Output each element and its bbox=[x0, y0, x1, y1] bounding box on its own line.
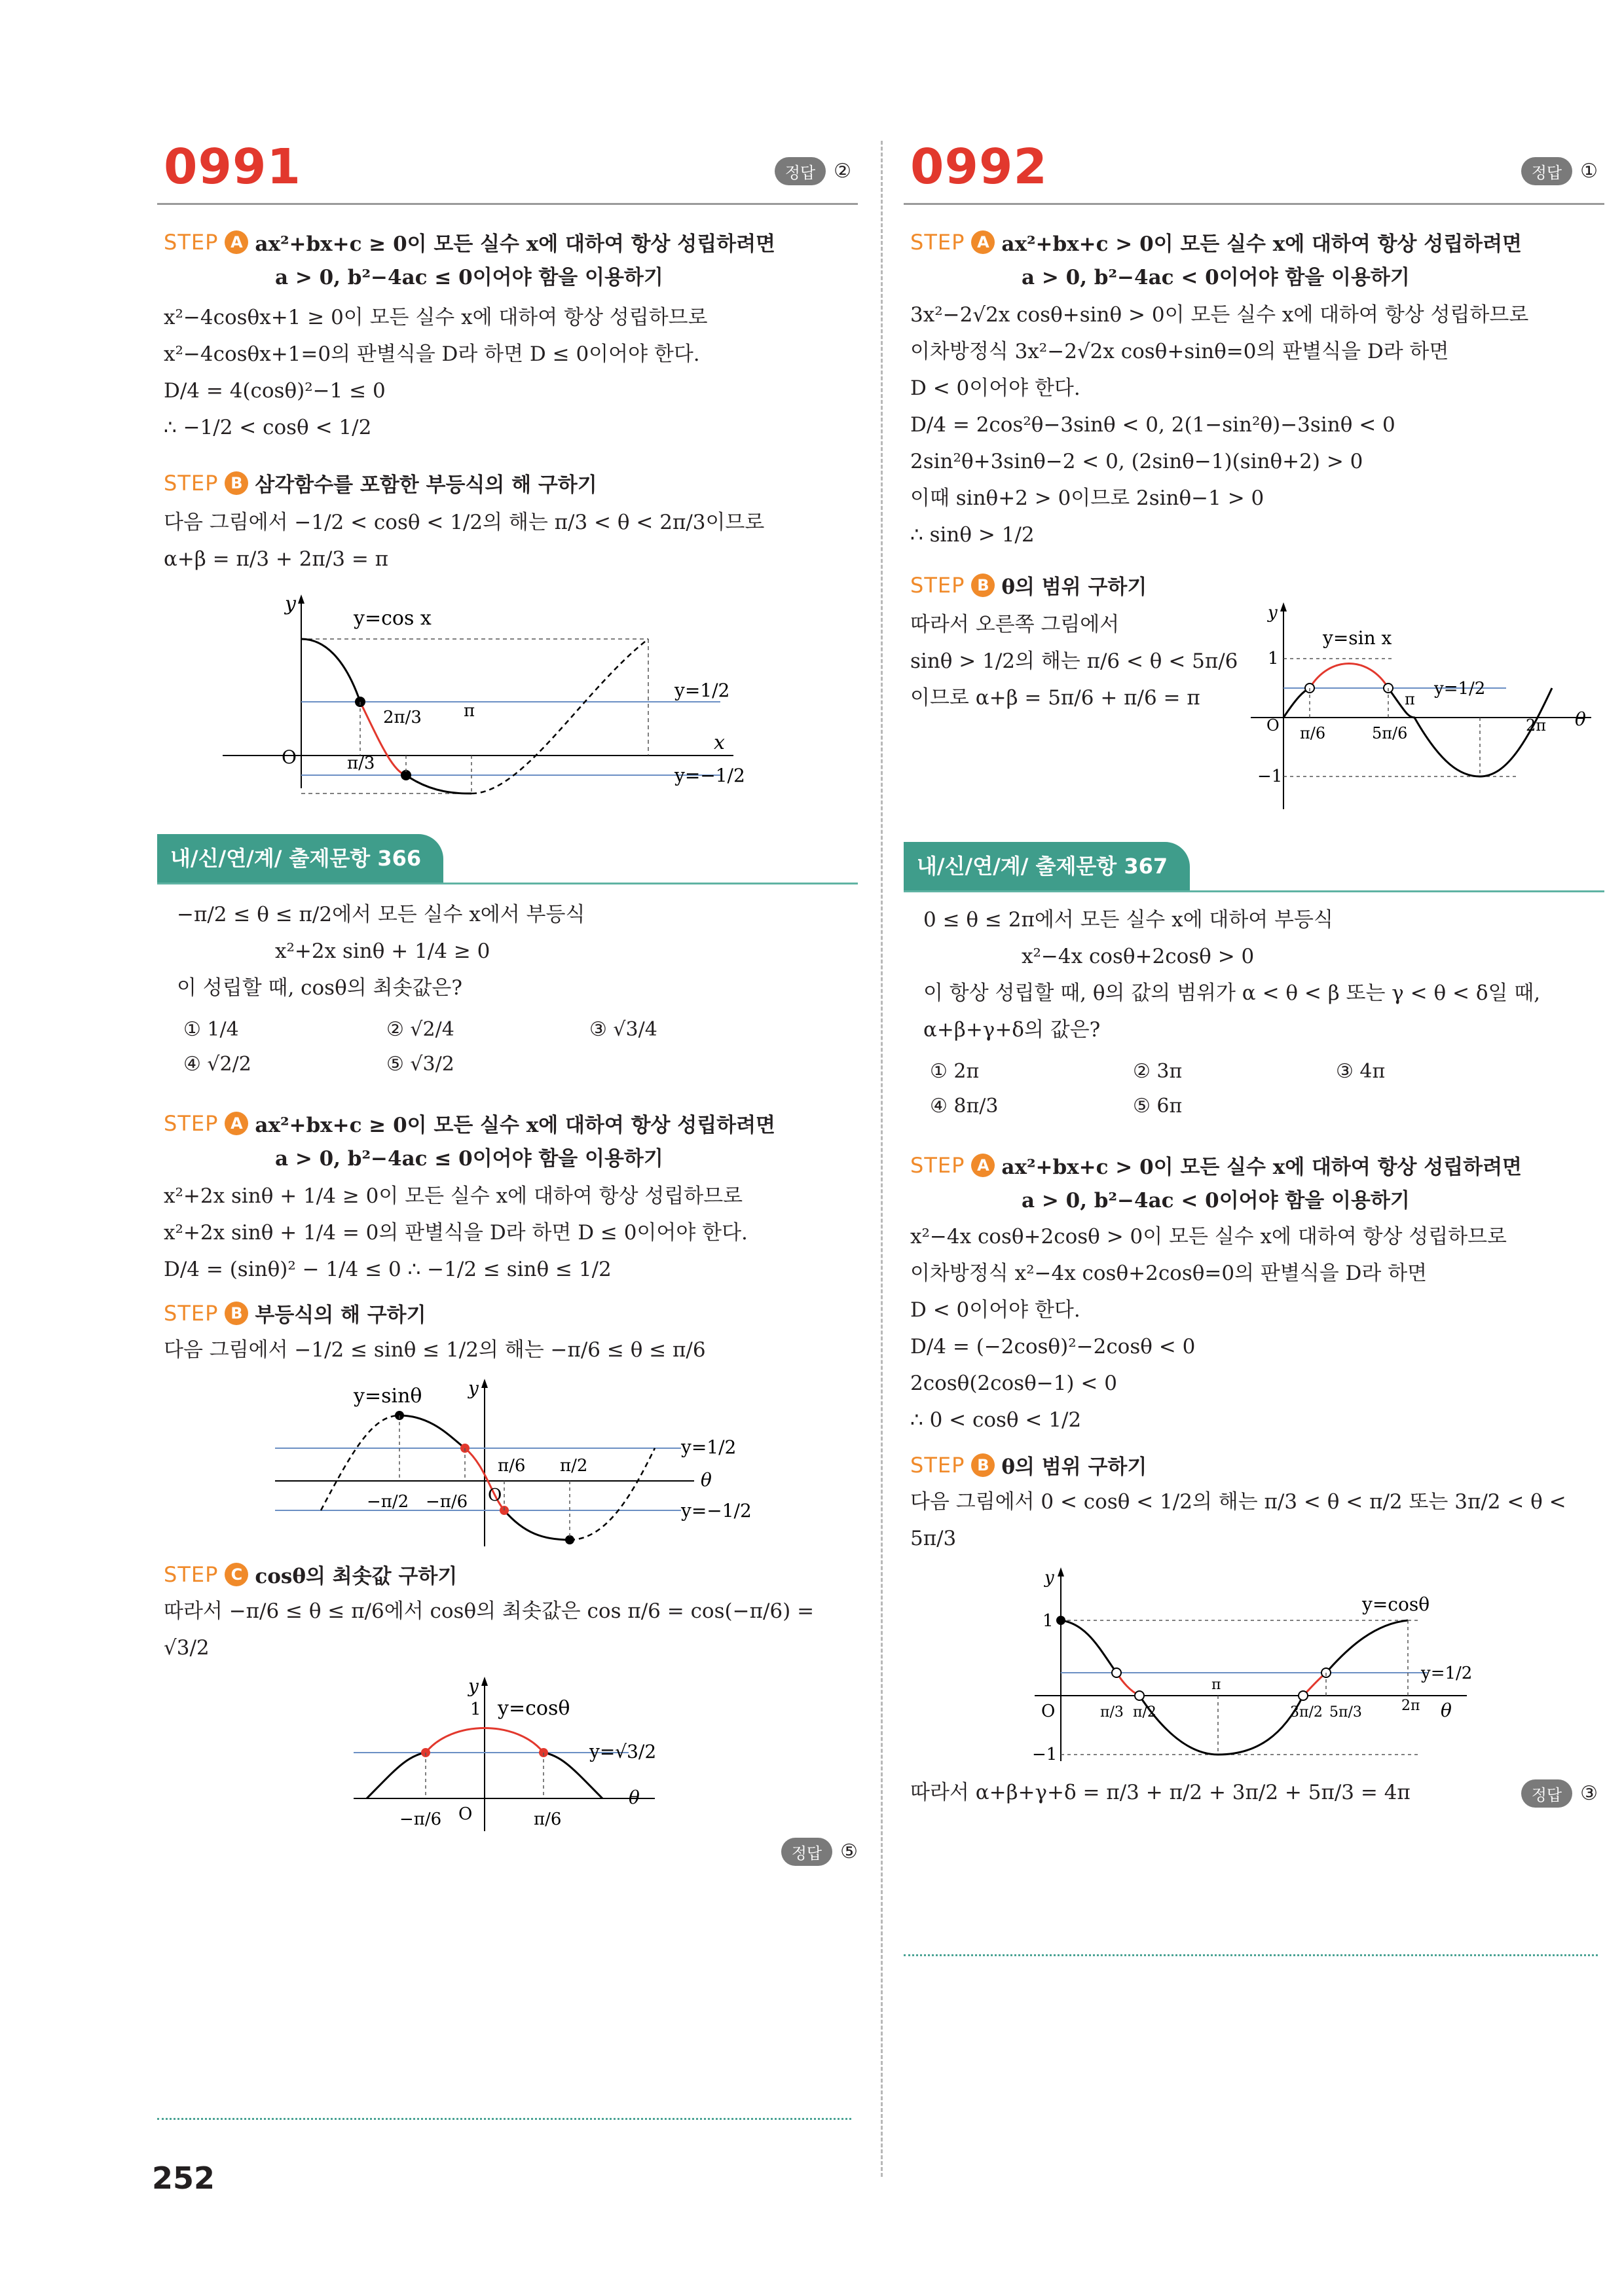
step-letter: B bbox=[971, 1453, 995, 1477]
line-label: y=1/2 bbox=[1421, 1664, 1473, 1683]
step-a bbox=[157, 1108, 858, 1171]
step-letter: A bbox=[225, 230, 248, 254]
axis-label-y: y bbox=[468, 1377, 479, 1399]
question-line: 이 항상 성립할 때, θ의 값의 범위가 α < θ < β 또는 γ < θ < δ일 때, bbox=[923, 981, 1541, 1005]
answer-choice: ③ bbox=[1580, 1782, 1598, 1805]
solution-line: α+β = π/3 + 2π/3 = π bbox=[164, 547, 389, 571]
tick-label: π/6 bbox=[1300, 724, 1326, 742]
solution-line: 다음 그림에서 −1/2 < cosθ < 1/2의 해는 π/3 < θ < 2π/3이므로 bbox=[164, 511, 765, 534]
answer-badge bbox=[775, 157, 851, 185]
section-header bbox=[157, 834, 858, 884]
choice-1[interactable]: ① 2π bbox=[930, 1060, 980, 1083]
tick-label: π bbox=[1211, 1677, 1221, 1693]
solution-line: D < 0이어야 한다. bbox=[910, 1298, 1080, 1322]
solution-line: D/4 = (−2cosθ)²−2cosθ < 0 bbox=[910, 1335, 1196, 1358]
step-a bbox=[904, 227, 1604, 290]
choice-2[interactable]: ② √2/4 bbox=[386, 1018, 454, 1041]
solution-line: 다음 그림에서 −1/2 ≤ sinθ ≤ 1/2의 해는 −π/6 ≤ θ ≤ π/6 bbox=[164, 1338, 706, 1362]
axis-label-y: y bbox=[1044, 1568, 1054, 1588]
solution-line: x²−4cosθx+1 ≥ 0이 모든 실수 x에 대하여 항상 성립하므로 bbox=[164, 306, 708, 329]
solution-line: ∴ 0 < cosθ < 1/2 bbox=[910, 1408, 1082, 1432]
step-letter: A bbox=[971, 1154, 995, 1177]
step-title: 부등식의 해 구하기 bbox=[255, 1303, 426, 1327]
question-line: 0 ≤ θ ≤ 2π에서 모든 실수 x에 대하여 부등식 bbox=[923, 908, 1333, 932]
tick-label: 1 bbox=[1043, 1611, 1054, 1631]
axis-label-x: θ bbox=[1441, 1700, 1452, 1721]
answer-label: 정답 bbox=[775, 157, 826, 185]
question-line: x²+2x sinθ + 1/4 ≥ 0 bbox=[275, 939, 490, 963]
axis-label-y: y bbox=[468, 1675, 479, 1697]
question-line: x²−4x cosθ+2cosθ > 0 bbox=[1022, 945, 1255, 968]
solution-line: x²+2x sinθ + 1/4 = 0의 판별식을 D라 하면 D ≤ 0이어야 한다. bbox=[164, 1221, 748, 1245]
origin-label: O bbox=[488, 1485, 502, 1505]
tick-label: π/3 bbox=[1100, 1704, 1124, 1721]
tick-label: −1 bbox=[1257, 767, 1283, 786]
sin-graph bbox=[157, 1376, 851, 1553]
solution-line: ∴ −1/2 < cosθ < 1/2 bbox=[164, 416, 372, 439]
tick-label: π bbox=[1405, 690, 1415, 708]
solution-line: D/4 = (sinθ)² − 1/4 ≤ 0 ∴ −1/2 ≤ sinθ ≤ 1/2 bbox=[164, 1258, 612, 1281]
solution-line: 2sin²θ+3sinθ−2 < 0, (2sinθ−1)(sinθ+2) > 0 bbox=[910, 450, 1363, 473]
step-letter: B bbox=[971, 574, 995, 597]
line-label-down: y=−1/2 bbox=[681, 1500, 752, 1522]
choice-5[interactable]: ⑤ 6π bbox=[1133, 1095, 1183, 1118]
problem-header bbox=[904, 131, 1604, 205]
tick-label: π/2 bbox=[560, 1456, 588, 1476]
cos-graph bbox=[157, 585, 851, 795]
solution-line: D < 0이어야 한다. bbox=[910, 376, 1080, 400]
solution-line: x²−4cosθx+1=0의 판별식을 D라 하면 D ≤ 0이어야 한다. bbox=[164, 342, 700, 366]
axis-label-y: y bbox=[285, 592, 296, 615]
tick-label: π/3 bbox=[347, 754, 375, 773]
answer-choice: ① bbox=[1580, 160, 1598, 183]
tick-label: 1 bbox=[470, 1700, 481, 1719]
solution-line: 2cosθ(2cosθ−1) < 0 bbox=[910, 1372, 1117, 1395]
step-letter: A bbox=[225, 1112, 248, 1135]
step-title: cosθ의 최솟값 구하기 bbox=[255, 1565, 458, 1588]
step-subtitle: a > 0, b²−4ac < 0이어야 함을 이용하기 bbox=[1022, 266, 1410, 289]
solution-line: 다음 그림에서 0 < cosθ < 1/2의 해는 π/3 < θ < π/2 또는 3π/2 < θ < 5π/3 bbox=[910, 1490, 1566, 1550]
axis-label-x: x bbox=[714, 731, 725, 754]
answer-badge bbox=[1521, 157, 1598, 185]
tick-label: 2π bbox=[1401, 1698, 1420, 1714]
final-answer bbox=[1521, 1779, 1598, 1808]
step-letter: B bbox=[225, 471, 248, 495]
choice-2[interactable]: ② 3π bbox=[1133, 1060, 1183, 1083]
choice-4[interactable]: ④ 8π/3 bbox=[930, 1095, 999, 1118]
step-subtitle: a > 0, b²−4ac < 0이어야 함을 이용하기 bbox=[1022, 1189, 1410, 1212]
question-line: −π/2 ≤ θ ≤ π/2에서 모든 실수 x에서 부등식 bbox=[177, 903, 585, 926]
curve-label: y=cosθ bbox=[1362, 1594, 1430, 1615]
step-letter: C bbox=[225, 1563, 248, 1586]
step-b bbox=[157, 1298, 858, 1328]
line-label: y=1/2 bbox=[1434, 679, 1486, 699]
cos-graph bbox=[904, 1565, 1598, 1768]
question-line: α+β+γ+δ의 값은? bbox=[923, 1018, 1101, 1042]
axis-label-x: θ bbox=[701, 1469, 712, 1491]
solution-line: x²−4x cosθ+2cosθ > 0이 모든 실수 x에 대하여 항상 성립하므로 bbox=[910, 1225, 1507, 1248]
step-title: θ의 범위 구하기 bbox=[1001, 1455, 1147, 1479]
curve-label: y=cos x bbox=[354, 607, 432, 630]
tick-label: 2π/3 bbox=[383, 708, 422, 727]
origin-label: O bbox=[282, 746, 297, 768]
column-divider bbox=[881, 141, 883, 2177]
line-label-down: y=−1/2 bbox=[674, 765, 745, 786]
right-column bbox=[904, 131, 1604, 1813]
page-number: 252 bbox=[152, 2160, 215, 2196]
answer-label: 정답 bbox=[1521, 1779, 1572, 1808]
solution-line: 이때 sinθ+2 > 0이므로 2sinθ−1 > 0 bbox=[910, 486, 1264, 510]
answer-choice: ② bbox=[834, 160, 851, 183]
curve-label: y=sinθ bbox=[354, 1385, 422, 1408]
end-rule bbox=[904, 1954, 1598, 1956]
sin-graph bbox=[1244, 600, 1598, 816]
problem-number: 0992 bbox=[910, 139, 1048, 195]
tick-label: −π/6 bbox=[426, 1492, 468, 1512]
step-label: STEP bbox=[910, 229, 965, 255]
tick-label: 2π bbox=[1526, 716, 1547, 735]
curve-label: y=cosθ bbox=[498, 1697, 570, 1720]
step-label: STEP bbox=[910, 1152, 965, 1178]
choice-4[interactable]: ④ √2/2 bbox=[183, 1053, 251, 1076]
tick-label: π bbox=[464, 701, 475, 721]
answer-label: 정답 bbox=[781, 1838, 832, 1866]
section-tag: 내/신/연/계/ 출제문항 366 bbox=[157, 834, 443, 883]
section-header bbox=[904, 842, 1604, 892]
step-subtitle: a > 0, b²−4ac ≤ 0이어야 함을 이용하기 bbox=[275, 266, 663, 289]
origin-label: O bbox=[458, 1804, 473, 1824]
solution-line: 3x²−2√2x cosθ+sinθ > 0이 모든 실수 x에 대하여 항상 성립하므로 bbox=[910, 303, 1529, 327]
step-a bbox=[157, 227, 858, 290]
step-title: ax²+bx+c > 0이 모든 실수 x에 대하여 항상 성립하려면 bbox=[1001, 232, 1522, 256]
left-column bbox=[157, 131, 858, 1866]
solution-line: D/4 = 4(cosθ)²−1 ≤ 0 bbox=[164, 379, 386, 403]
origin-label: O bbox=[1266, 716, 1280, 735]
cos-graph-2 bbox=[157, 1674, 851, 1838]
solution-line: ∴ sinθ > 1/2 bbox=[910, 523, 1035, 547]
answer-choice: ⑤ bbox=[840, 1840, 858, 1863]
step-title: ax²+bx+c ≥ 0이 모든 실수 x에 대하여 항상 성립하려면 bbox=[255, 232, 776, 256]
step-label: STEP bbox=[164, 1561, 219, 1587]
step-title: ax²+bx+c > 0이 모든 실수 x에 대하여 항상 성립하려면 bbox=[1001, 1156, 1522, 1179]
tick-label: −π/6 bbox=[399, 1810, 442, 1829]
curve-label: y=sin x bbox=[1323, 627, 1392, 649]
solution-line: 이므로 α+β = 5π/6 + π/6 = π bbox=[910, 686, 1200, 710]
solution-line: D/4 = 2cos²θ−3sinθ < 0, 2(1−sin²θ)−3sinθ < 0 bbox=[910, 413, 1395, 437]
step-label: STEP bbox=[910, 572, 965, 598]
step-b bbox=[157, 468, 858, 498]
step-title: ax²+bx+c ≥ 0이 모든 실수 x에 대하여 항상 성립하려면 bbox=[255, 1114, 776, 1137]
solution-line: 이차방정식 3x²−2√2x cosθ+sinθ=0의 판별식을 D라 하면 bbox=[910, 340, 1449, 363]
question-line: 이 성립할 때, cosθ의 최솟값은? bbox=[177, 976, 462, 1000]
line-label-up: y=1/2 bbox=[674, 680, 730, 701]
step-b bbox=[904, 1450, 1604, 1480]
solution-line: 따라서 −π/6 ≤ θ ≤ π/6에서 cosθ의 최솟값은 cos π/6 = cos(−π/6) = √3/2 bbox=[164, 1599, 815, 1660]
solution-line: 이차방정식 x²−4x cosθ+2cosθ=0의 판별식을 D라 하면 bbox=[910, 1262, 1428, 1285]
answer-label: 정답 bbox=[1521, 157, 1572, 185]
solution-line: sinθ > 1/2의 해는 π/6 < θ < 5π/6 bbox=[910, 649, 1238, 673]
step-label: STEP bbox=[164, 1300, 219, 1326]
axis-label-x: θ bbox=[629, 1787, 640, 1808]
choice-5[interactable]: ⑤ √3/2 bbox=[386, 1053, 454, 1076]
choice-1[interactable]: ① 1/4 bbox=[183, 1018, 239, 1041]
tick-label: 5π/6 bbox=[1372, 724, 1408, 742]
solution-line: x²+2x sinθ + 1/4 ≥ 0이 모든 실수 x에 대하여 항상 성립하므로 bbox=[164, 1184, 743, 1208]
step-letter: B bbox=[225, 1302, 248, 1325]
step-label: STEP bbox=[910, 1452, 965, 1478]
line-label-up: y=1/2 bbox=[681, 1436, 737, 1458]
step-label: STEP bbox=[164, 1110, 219, 1136]
tick-label: −1 bbox=[1032, 1745, 1058, 1764]
tick-label: π/2 bbox=[1133, 1704, 1156, 1721]
tick-label: 5π/3 bbox=[1329, 1704, 1362, 1721]
step-label: STEP bbox=[164, 470, 219, 496]
section-tag: 내/신/연/계/ 출제문항 367 bbox=[904, 842, 1190, 890]
step-a bbox=[904, 1150, 1604, 1213]
tick-label: 3π/2 bbox=[1290, 1704, 1323, 1721]
line-label: y=√3/2 bbox=[589, 1741, 657, 1762]
step-label: STEP bbox=[164, 229, 219, 255]
tick-label: π/6 bbox=[498, 1456, 526, 1476]
origin-label: O bbox=[1041, 1702, 1056, 1721]
problem-number: 0991 bbox=[164, 139, 301, 195]
step-c bbox=[157, 1559, 858, 1589]
final-answer bbox=[157, 1838, 858, 1866]
axis-label-x: θ bbox=[1575, 708, 1586, 730]
step-letter: A bbox=[971, 230, 995, 254]
choice-3[interactable]: ③ √3/4 bbox=[589, 1018, 657, 1041]
solution-line: 따라서 오른쪽 그림에서 bbox=[910, 613, 1120, 636]
end-rule bbox=[157, 2118, 851, 2120]
step-title: θ의 범위 구하기 bbox=[1001, 575, 1147, 599]
problem-header bbox=[157, 131, 858, 205]
axis-label-y: y bbox=[1268, 603, 1278, 623]
choice-3[interactable]: ③ 4π bbox=[1336, 1060, 1386, 1083]
tick-label: π/6 bbox=[534, 1810, 562, 1829]
tick-label: −π/2 bbox=[367, 1492, 409, 1512]
tick-label: 1 bbox=[1268, 649, 1279, 668]
solution-line: 따라서 α+β+γ+δ = π/3 + π/2 + 3π/2 + 5π/3 = 4π bbox=[910, 1781, 1411, 1804]
step-title: 삼각함수를 포함한 부등식의 해 구하기 bbox=[255, 473, 597, 497]
step-subtitle: a > 0, b²−4ac ≤ 0이어야 함을 이용하기 bbox=[275, 1147, 663, 1171]
step-b bbox=[904, 570, 1604, 600]
